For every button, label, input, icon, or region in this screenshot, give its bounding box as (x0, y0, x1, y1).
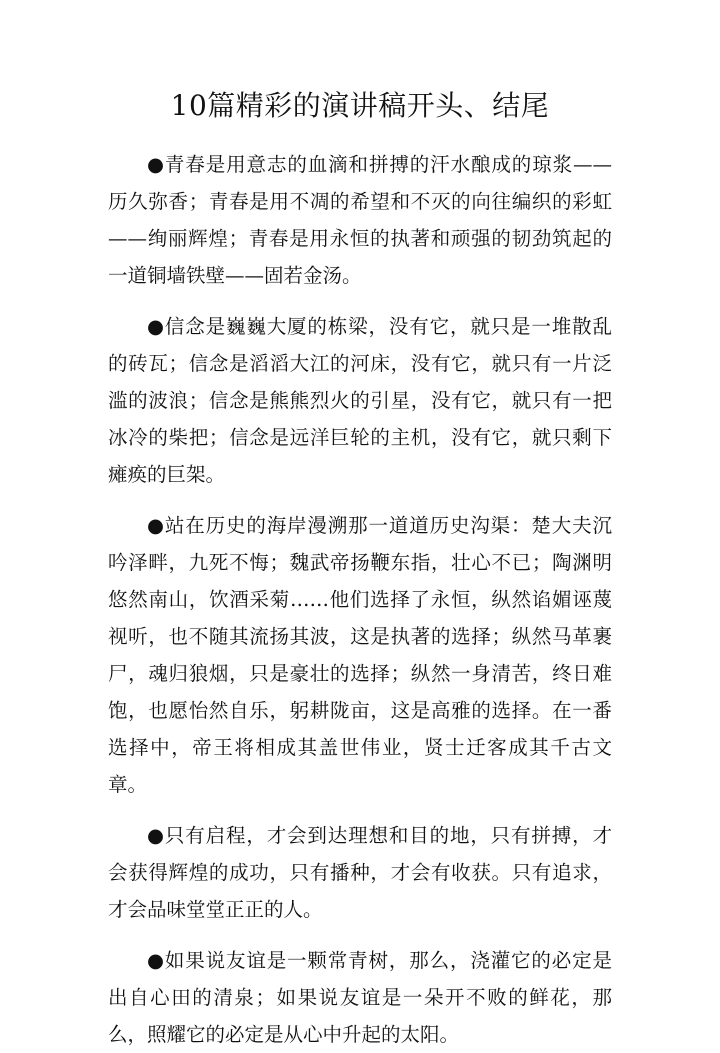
paragraph-belief: ●信念是巍巍大厦的栋梁，没有它，就只是一堆散乱的砖瓦；信念是滔滔大江的河床，没有它，就只有一片泛滥的波浪；信念是熊熊烈火的引星，没有它，就只有一把冰冷的柴把；信念是远洋巨轮的主机，没有它，就只剩下瘫痪的巨架。 (108, 315, 612, 486)
paragraph-journey: ●只有启程，才会到达理想和目的地，只有拼搏，才会获得辉煌的成功，只有播种，才会有收获。只有追求，才会品味堂堂正正的人。 (108, 824, 612, 921)
paragraph-youth: ●青春是用意志的血滴和拼搏的汗水酿成的琼浆——历久弥香；青春是用不凋的希望和不灭的向往编织的彩虹——绚丽辉煌；青春是用永恒的执著和顽强的韧劲筑起的一道铜墙铁壁——固若金汤。 (108, 153, 612, 287)
paragraph-friendship: ●如果说友谊是一颗常青树，那么，浇灌它的必定是出自心田的清泉；如果说友谊是一朵开不败的鲜花，那么，照耀它的必定是从心中升起的太阳。 (108, 949, 612, 1046)
paragraph-history: ●站在历史的海岸漫溯那一道道历史沟渠：楚大夫沉吟泽畔，九死不悔；魏武帝扬鞭东指，壮心不已；陶渊明悠然南山，饮酒采菊……他们选择了永恒，纵然谄媚诬蔑视听，也不随其流扬其波，这是执著的选择；纵然马革裹尸，魂归狼烟，只是豪壮的选择；纵然一身清苦，终日难饱，也愿怡然自乐，躬耕陇亩，这是高雅的选择。在一番选择中，帝王将相成其盖世伟业，贤士迁客成其千古文章。 (108, 514, 612, 796)
document-title: 10篇精彩的演讲稿开头、结尾 (170, 89, 550, 122)
